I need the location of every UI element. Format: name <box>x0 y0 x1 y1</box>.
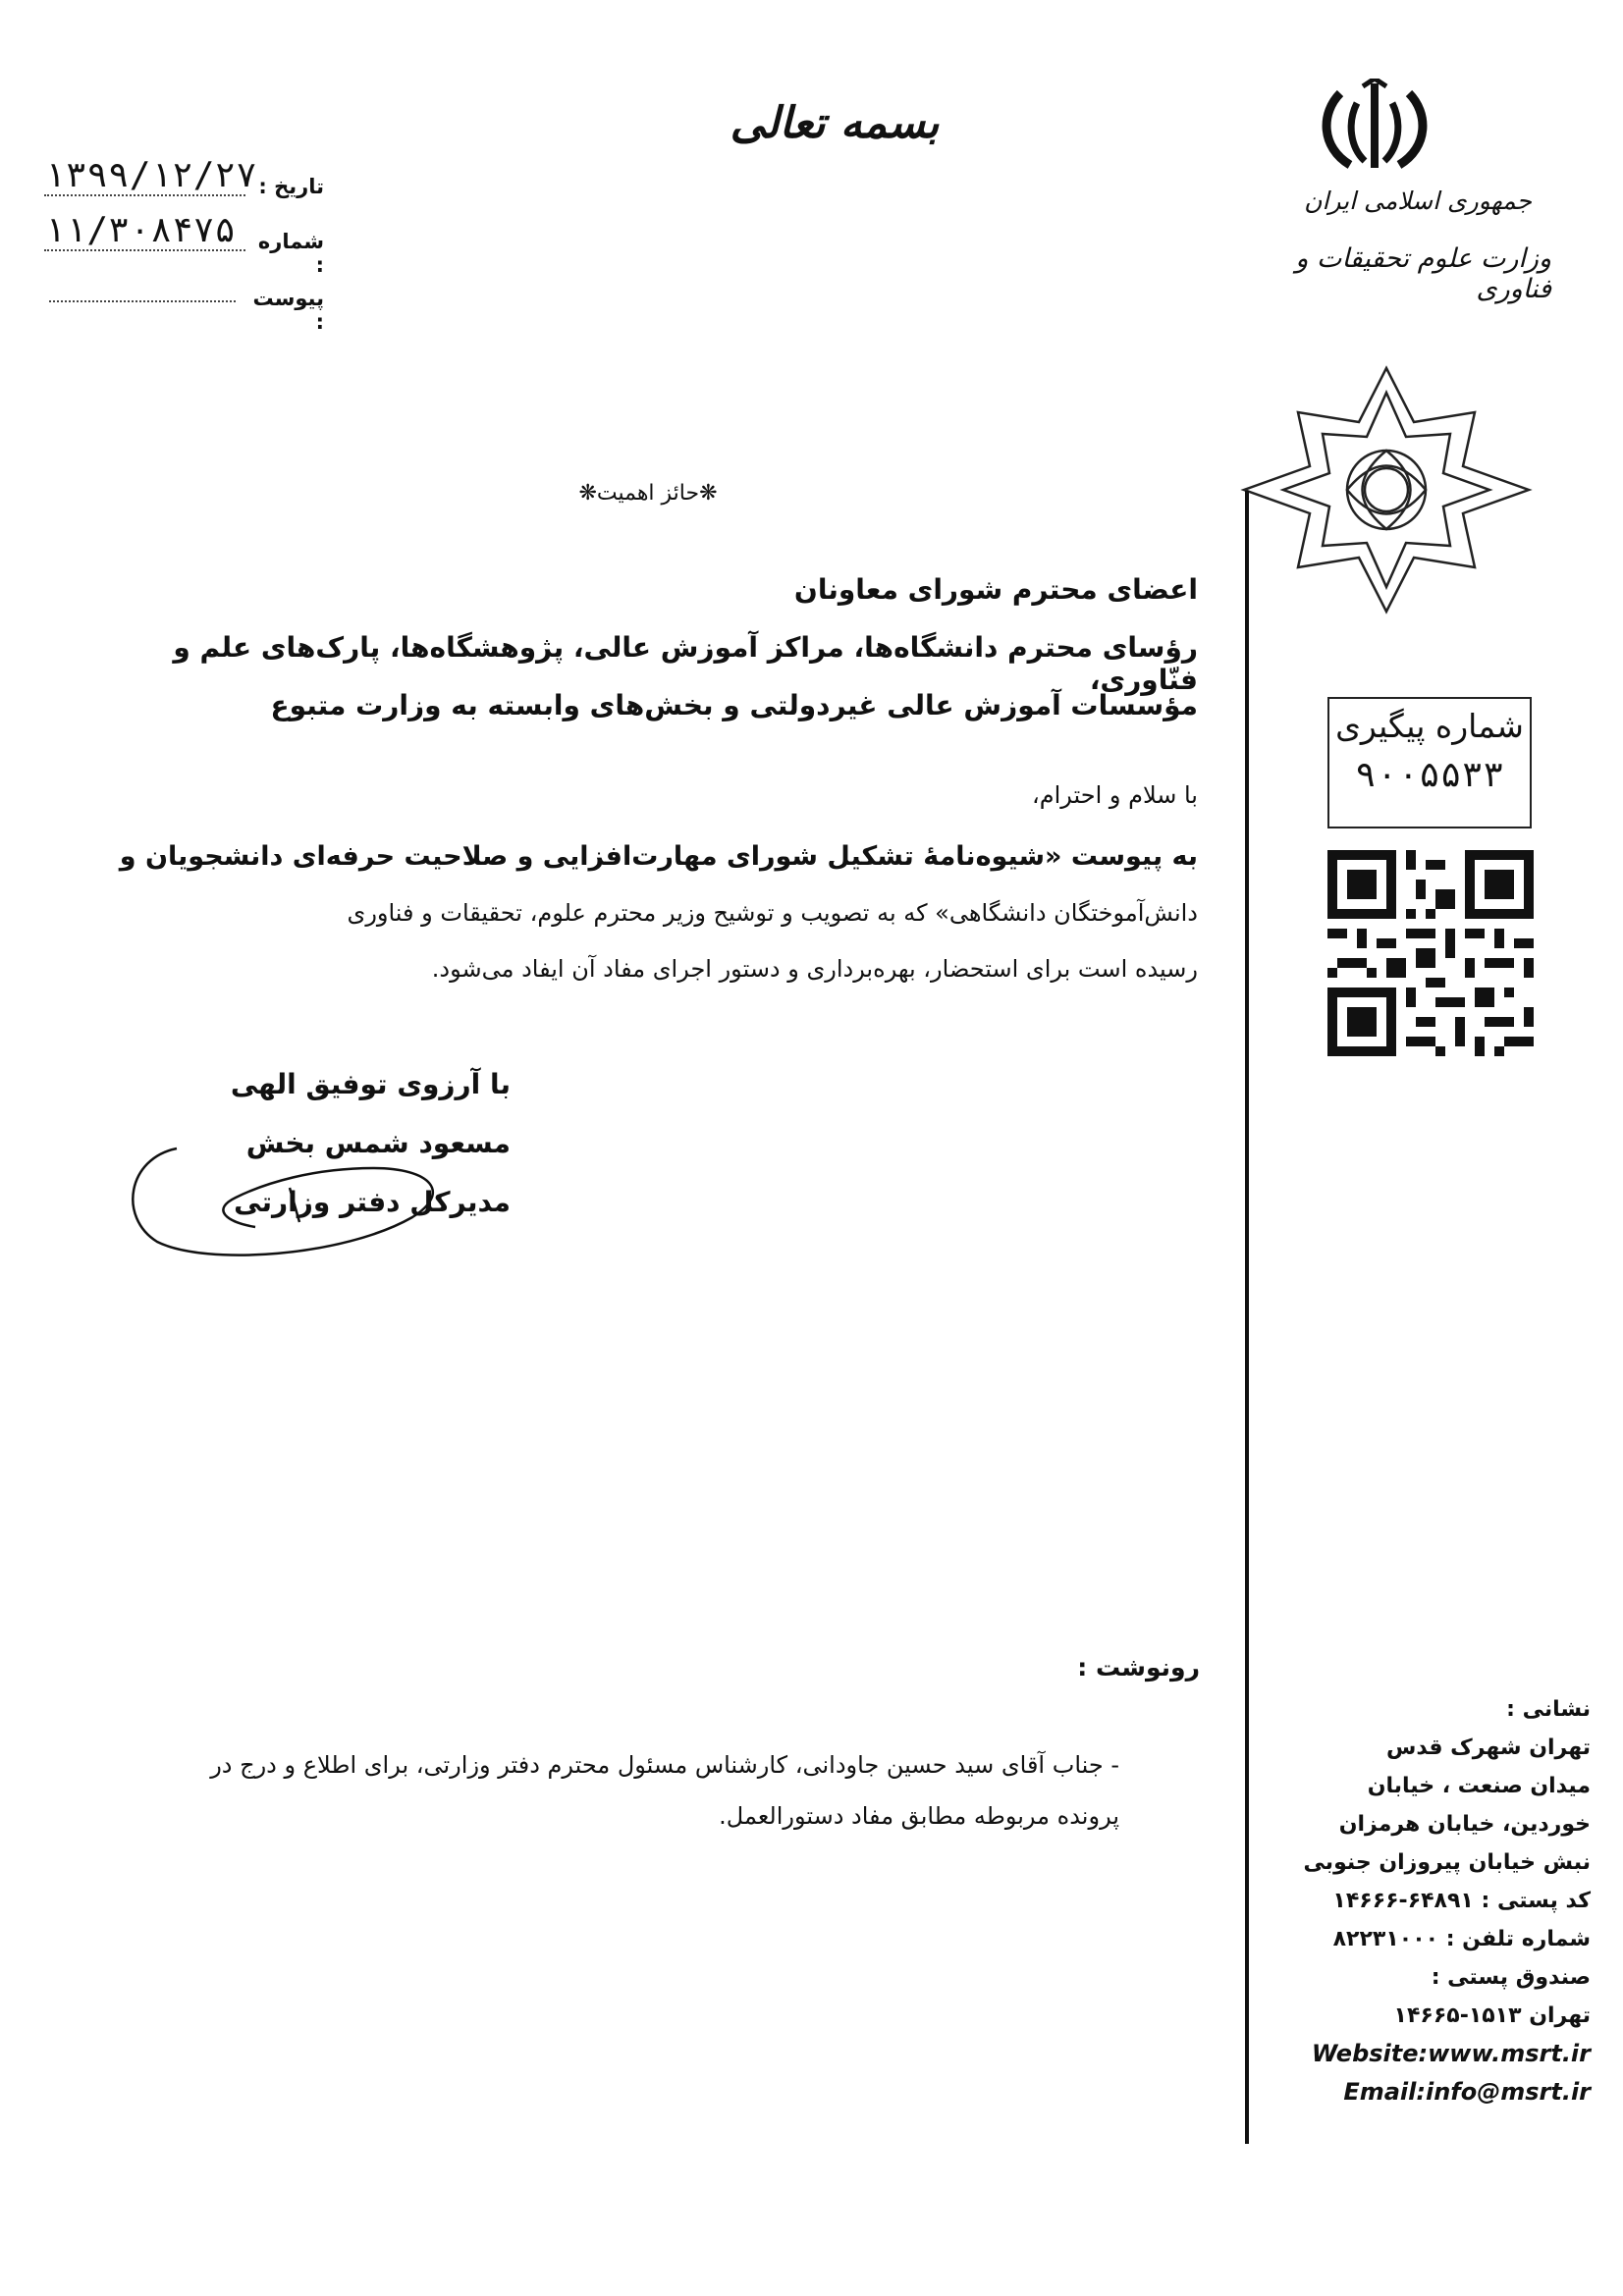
recipient-line: اعضای محترم شورای معاونان <box>793 573 1198 606</box>
signature-icon <box>118 1129 452 1266</box>
cc-line: - جناب آقای سید حسین جاودانی، کارشناس مسئول محترم دفتر وزارتی، برای اطلاع و درج در <box>210 1751 1119 1779</box>
signer-title: مدیرکل دفتر وزارتی <box>234 1186 511 1218</box>
tracking-box <box>1327 697 1532 828</box>
address-line: میدان صنعت ، خیابان <box>1367 1774 1591 1798</box>
tracking-label: شماره پیگیری <box>1335 707 1524 745</box>
republic-title: جمهوری اسلامی ایران <box>1304 187 1532 215</box>
date-underline <box>44 194 245 196</box>
po-box-value: تهران ۱۵۱۳-۱۴۶۶۵ <box>1393 2003 1591 2028</box>
body-line: به پیوست «شیوه‌نامهٔ تشکیل شورای مهارت‌افزایی و صلاحیت حرفه‌ای دانشجویان و <box>119 841 1198 872</box>
date-value: ۱۳۹۹/۱۲/۲۷ <box>44 155 257 195</box>
cc-title: رونوشت : <box>1077 1653 1200 1682</box>
po-box-label: صندوق پستی : <box>1431 1965 1591 1990</box>
address-block <box>1276 1690 1591 2111</box>
qr-code-icon <box>1327 850 1534 1056</box>
address-line: خوردین، خیابان هرمزان <box>1338 1812 1591 1837</box>
ministry-title: وزارت علوم تحقیقات و فناوری <box>1295 243 1551 304</box>
address-line: نبش خیابان پیروزان جنوبی <box>1303 1850 1591 1875</box>
recipient-line: رؤسای محترم دانشگاه‌ها، مراکز آموزش عالی، پژوهشگاه‌ها، پارک‌های علم و فنّاوری، <box>173 631 1198 696</box>
body-line: دانش‌آموختگان دانشگاهی» که به تصویب و توشیح وزیر محترم علوم، تحقیقات و فناوری <box>347 899 1198 927</box>
address-line: تهران شهرک قدس <box>1386 1735 1591 1760</box>
website-link[interactable]: Website:www.msrt.ir <box>1311 2040 1591 2067</box>
signer-name: مسعود شمس بخش <box>245 1127 511 1159</box>
iran-emblem-icon <box>1316 79 1434 177</box>
date-label: تاریخ : <box>258 175 324 198</box>
bismillah-heading: بسمه تعالی <box>730 98 940 148</box>
postal-code: کد پستی : ۶۴۸۹۱-۱۴۶۶۶ <box>1332 1889 1591 1913</box>
tracking-number: ۹۰۰۵۵۳۳ <box>1355 755 1504 795</box>
number-underline <box>44 249 245 251</box>
vertical-divider <box>1245 491 1249 2144</box>
importance-note: ❋حائز اهمیت❋ <box>578 481 718 506</box>
number-value: ۱۱/۳۰۸۴۷۵ <box>44 210 237 250</box>
phone-number: شماره تلفن : ۸۲۲۳۱۰۰۰ <box>1332 1927 1591 1951</box>
cc-line: پرونده مربوطه مطابق مفاد دستورالعمل. <box>719 1802 1119 1830</box>
attachment-underline <box>49 300 236 302</box>
greeting: با سلام و احترام، <box>1031 781 1198 809</box>
recipient-line: مؤسسات آموزش عالی غیردولتی و بخش‌های وابسته به وزارت متبوع <box>270 689 1198 721</box>
address-title: نشانی : <box>1506 1697 1591 1722</box>
closing-line: با آرزوی توفیق الهی <box>230 1068 511 1100</box>
number-label: شماره : <box>257 230 324 277</box>
body-line: رسیده است برای استحضار، بهره‌برداری و دستور اجرای مفاد آن ایفاد می‌شود. <box>431 955 1198 983</box>
email-link[interactable]: Email:info@msrt.ir <box>1343 2078 1591 2106</box>
attachment-label: پیوست : <box>252 287 324 334</box>
ornament-icon <box>1239 363 1534 616</box>
